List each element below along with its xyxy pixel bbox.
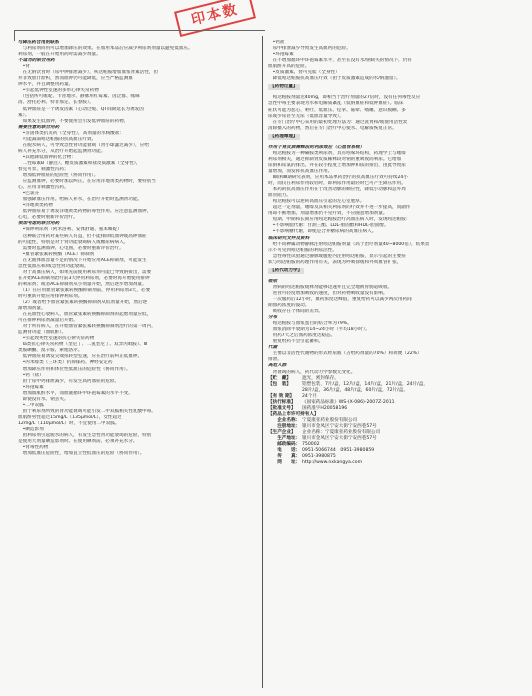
text-line: •非固体类抗炎药（全身性），高剂量的水杨酸盐： xyxy=(18,130,125,136)
text-line: •碘造影剂 xyxy=(18,427,44,432)
info-key: 传 真： xyxy=(268,454,301,460)
text-line: 病人补充水分，从治疗开始起监测肾功能。 xyxy=(18,148,106,154)
text-line: •钙盐 xyxy=(268,40,285,45)
text-line: 血肌酐升高的危险。 xyxy=(268,64,310,70)
text-line: •丙米嗪类（三环类）抗抑郁药、神经安定药 xyxy=(18,360,113,366)
text-line: 增加低钾血症的危险性（协同作用）。 xyxy=(18,173,99,179)
text-line: 尿钠和尿氯的排出，并在较小程度上增加钾和镁的排出，由此导致尿 xyxy=(268,162,406,168)
text-line: 时，而仅在利尿作用较轻时，即利尿作用最轻时已可产生降压作用。 xyxy=(268,181,406,187)
subheading: 须加考虑的联合用药 xyxy=(18,221,60,227)
text-line: 肾病的吲达帕胺缓释剂能够迅速并且完全地被胃肠道吸收。 xyxy=(268,284,393,290)
text-line: 在不增加循环中环孢霉素水平，甚至在没有水/钠缺失的情况下，仍有 xyxy=(268,58,412,64)
text-line: 吲达帕胺剂量达40mg，即相当于治疗剂量的27倍时，没有任何毒性反应 xyxy=(268,95,421,101)
text-line: •肾毒性药物 xyxy=(18,445,49,451)
text-line: 排泄。 xyxy=(268,357,282,363)
text-line: •肾 xyxy=(18,64,30,70)
text-line: •巴氯芬 xyxy=(18,191,40,197)
text-line: 一次服药后12小时，血药浓度达峰值，重复给药可以减少两次用药间 xyxy=(268,296,412,302)
text-line: 清、舒托必利、特非那定、长春胺）。 xyxy=(18,100,94,106)
text-line: 由于尿中钙排泄减少，有发生高钙血症的危险。 xyxy=(18,378,120,384)
product-info-list xyxy=(268,376,516,467)
text-line: 在充血性心衰病人，血管紧张素转换酶抑制剂的起始剂量应低， xyxy=(18,312,152,318)
info-key: 企业名称： xyxy=(268,417,301,423)
info-key: 【生产企业】 xyxy=(268,430,296,435)
info-key: 电 话： xyxy=(268,448,301,454)
text-line: 利尿剂相关，通过抑制肾皮质稀释段对钠的重吸收而利尿。它增加 xyxy=(268,156,402,162)
info-value: 企业名称：宁夏康亚药业股份有限公司 xyxy=(302,430,381,435)
subheading: 与降压药合用的联系 xyxy=(18,40,60,45)
text-line: 对于高血压病人，如果先前使用利尿剂可能已导致钠排出，需要 xyxy=(18,269,152,275)
text-line: 低钾血症易于诱发洋地黄类药物的毒性作用。应注意监测血钾， xyxy=(18,209,152,215)
text-line: •引起致死性室速的抗心律失常药物 xyxy=(18,336,95,342)
text-line: 与利尿剂同用可以增加降压的效果。在加用本品后应减少利尿剂剂量以避免低血压。 xyxy=(18,46,193,52)
info-key: 生产地址： xyxy=(268,436,301,442)
text-line: 肾衰竭的病人，药代动力学参数无变化。 xyxy=(268,369,356,375)
column-divider xyxy=(262,36,263,688)
text-line: 主要以非活性代谢物的形式经尿液（占给药剂量的70%）和粪便（22%） xyxy=(268,351,422,357)
text-line: 清除摄入的药物，然后在专门治疗中心使水、电解质恢复正常。 xyxy=(268,125,397,131)
info-key: 【有 效 期】 xyxy=(268,393,295,399)
text-line: 急性中毒主要表现为水和电解质紊乱（低钠血症和低钾血症）。临床 xyxy=(268,101,404,107)
text-line: 的可能性，特别是对于肾功能衰竭病人或糖尿病病人。 xyxy=(18,239,129,245)
text-line: 在无液体血容量不足的情况下开始应用ACE抑制剂，可能发生 xyxy=(18,257,147,263)
text-line: 量增加，而发挥抗高血压作用。 xyxy=(268,168,333,174)
subheading: 分布 xyxy=(268,315,278,321)
info-value: 国药准字H20058196 xyxy=(302,405,348,411)
text-line: 心。应用非刺激性泻药。 xyxy=(18,185,69,191)
text-line: 是使用大剂量碘造影剂时。在使用碘剂前，必须补充水分。 xyxy=(18,439,138,445)
text-line: 示不可见到吲达帕胺的利尿活性。 xyxy=(268,247,337,253)
info-value: 24个月 xyxy=(302,393,318,399)
text-line: •保钾利尿剂（阿米洛利、安体舒通、氨苯蝶啶） xyxy=(18,227,122,233)
text-line: •不影响糖代谢，即使是合并糖尿病的高血压病人。 xyxy=(268,229,377,235)
text-line: 在无钠饮食时（尿中钾排泄减少），呋达帕胺增加血浆肾素活性，但 xyxy=(18,70,159,76)
text-line: •血管紧张素转换酶（ACE）抑制剂 xyxy=(18,251,95,257)
info-value: 28片/盒，36片/盒，48片/盒，60片/盒，72片/盒。 xyxy=(302,387,408,393)
text-line: 并非致胆汁淤积，然而血钾仍可能降低，应当严格监测血 xyxy=(18,76,133,82)
text-line: 增加降压作用和体位性低血压的危险性（协同作用）。 xyxy=(18,366,131,372)
text-line: 心电，必要时重新评价治疗。 xyxy=(18,215,78,221)
left-column xyxy=(18,40,260,457)
text-line: 在脱水病人，可导致急性肾功能衰竭（肾小球滤过减少），应给 xyxy=(18,142,149,148)
text-line: 重复给药不会引起蓄积。 xyxy=(268,339,324,345)
info-value: http://www.nxkangya.com xyxy=(302,460,363,466)
text-line: 12mg/L（110μmol/L）时，不宜使用二甲双胍。 xyxy=(18,420,120,426)
text-line: （包括所可哌啶、卡普地尔、静脉用红霉素、卤泛群、哌咪 xyxy=(18,94,140,100)
text-line: 血肌酐男性超过15mg/L（135μmol/L），女性超过 xyxy=(18,414,122,420)
info-value: 铝塑包装，7片/盒，12片/盒，14片/盒，21片/盒，24片/盒， xyxy=(302,381,428,387)
text-line: 超过一定剂量，噻嗪及其相关利尿剂的疗效并不进一步提高，而副作 xyxy=(268,205,411,211)
text-line: 对于所有病人，在开始血管紧张素转换酶抑制剂治疗的第一周内， xyxy=(18,324,156,330)
text-line: 可能减弱吲达帕胺的抗高血压疗效。 xyxy=(18,136,97,142)
info-key: 【执行标准】 xyxy=(268,399,296,405)
info-value: 750002 xyxy=(302,442,320,448)
text-line: 用却不断增加。剂量增加仍不见疗效，不应随意增加剂量。 xyxy=(268,211,388,217)
text-line: 增加血肌酐水平，而血液循环中环孢霉素的水平不变。 xyxy=(18,390,133,396)
text-line: 在开始ACE抑制剂治疗前3天停用利尿剂，必要时再开始使用排钾 xyxy=(18,275,150,281)
text-line: •洋地黄类药物 xyxy=(18,203,53,209)
text-line: 低钾血症是一个诱发因素（心动过缓、QT间期延长为诱发因 xyxy=(18,106,144,112)
subheading: 作用于肾皮质稀释段的利尿效应（心血管系统） xyxy=(268,144,365,150)
text-line: 增加低血压危险性，增加直立性低血压的危险（协同作用）。 xyxy=(18,451,145,457)
text-line: •不影响脂代谢：甘油三酯、LDL-胆固醇和HDL-胆固醇。 xyxy=(268,223,389,229)
text-line: 的利尿剂；或者ACE抑制剂从小剂量开始，然后逐步增加剂量。 xyxy=(18,281,147,287)
info-value: 遮光，密封保存。 xyxy=(302,375,339,381)
text-line: 时可重新开始应用排钾利尿剂。 xyxy=(18,293,83,299)
text-line: 利尿剂，一般在开始用药时需减少剂量。 xyxy=(18,52,101,58)
info-key: 注册地址： xyxy=(268,423,301,429)
text-line: 二性霉素B（静注）、糖皮质激素和盐皮质激素（全身性）， xyxy=(18,160,141,166)
subheading: 高危人群 xyxy=(268,363,287,369)
text-line: （1）在应用血管紧张素转换酶抑制剂前，停用利尿剂3天，必要 xyxy=(18,287,151,293)
text-line: 血浆消除半衰期为14~24小时（平均18小时）。 xyxy=(268,327,370,333)
text-line: 低钾血症易诱发尖端扭转型室速，应在治疗前纠正低血钾。 xyxy=(18,354,143,360)
text-line: 血管阻力。 xyxy=(268,193,291,199)
info-key: 【包 装】 xyxy=(268,381,291,387)
text-line: 在专门治疗中心采用的最初处理方法为：通过洗胃和/或使用活性炭 xyxy=(268,119,408,125)
text-line: 如果发生低血钾，不要使用会引发低钾血症的药物。 xyxy=(18,118,129,124)
section-heading: 【药物过量】 xyxy=(270,84,298,90)
info-key: 网 址： xyxy=(268,460,301,466)
text-line: 类胺碘酮、溴苄胺、索他洛尔。 xyxy=(18,348,83,354)
text-line: 降低吲达帕胺抗高血压疗效（由于皮质激素造成的水/钠潴留）。 xyxy=(268,76,401,82)
subheading: 需要注意的联合用药 xyxy=(18,124,60,130)
text-line: •其他降低血钾的化合物： xyxy=(18,154,76,160)
text-line: Ⅰa类抗心律失常药物（奎尼丁、二氢奎尼丁、双异丙吡胺）、Ⅲ xyxy=(18,342,148,348)
subheading: 临床研究文件及资料 xyxy=(268,235,310,241)
text-line: 应监测血钾，必要时加以纠正。在应用洋地黄类药物时，要特别当 xyxy=(18,179,156,185)
text-line: 本药的抗高血压作用在于改善动脉的顺应性，降低小动脉和总外周 xyxy=(268,187,406,193)
red-stamp: 印本数 xyxy=(174,0,256,37)
right-column xyxy=(268,40,516,466)
info-value: 银川市金凤区宁安大街宁安西巷57号 xyxy=(302,436,377,442)
text-line: 短期、中期和长期应用吲达帕胺治疗高血压病人时，发现吲达帕胺： xyxy=(268,217,411,223)
text-line: 监测肾功能（血肌酐）。 xyxy=(18,330,67,336)
text-line: 期血药浓度的波动。 xyxy=(268,303,310,309)
text-line: 症状可能为恶心、呕吐、低血压、痉挛、眩晕、嗜睡、意识模糊、多 xyxy=(268,107,406,113)
subheading: 不适当的联合用药 xyxy=(18,58,55,64)
text-line: 替克可泵、刺激性泻药； xyxy=(18,166,69,172)
info-value: 0951-5066744 0951-3980859 xyxy=(302,448,375,454)
text-line: •二甲双胍 xyxy=(18,402,44,408)
text-line: 素）。 xyxy=(18,112,30,118)
section-heading: 【药理毒理】 xyxy=(270,133,298,139)
info-value: 0951-3980875 xyxy=(302,454,336,460)
text-line: 需要时监测血钾、心电图，必要时重新评价治疗。 xyxy=(18,245,124,251)
section-heading: 【药代动力学】 xyxy=(270,267,303,273)
info-key: 邮政编码： xyxy=(268,442,301,448)
text-line: 尿中排泄减少导致发生高血钙的危险。 xyxy=(268,46,351,52)
text-line: •引起低钾性室速的多形心律失常药物 xyxy=(18,88,99,94)
info-row xyxy=(268,460,516,466)
text-line: （2）或者给予血管紧张素转换酶抑制剂从低剂量开始，然后逐 xyxy=(18,300,148,306)
text-line: 渐增加剂量。 xyxy=(18,306,46,312)
info-key: 【批准文号】 xyxy=(268,405,296,411)
text-line: 进食可轻度增加吸收的速度，但对药物吸收量没有影响。 xyxy=(268,290,388,296)
text-line: 由于利尿剂所致的肾功能衰竭可能引发二甲双胍相关性乳酸中毒。 xyxy=(18,408,156,414)
text-line: •环孢霉素 xyxy=(18,384,44,390)
info-key: 【药品上市许可持有人】 xyxy=(268,411,319,417)
info-value: 银川市金凤区宁安大街宁安西巷57号 xyxy=(302,423,377,429)
text-line: 吲达帕胺可以逆转高血压引起的左心室肥厚。 xyxy=(268,199,365,205)
text-line: 由利尿剂引起脱水的病人，有发生急性肾功能衰竭的危险，特别 xyxy=(18,433,152,439)
text-line: 急性毒性试验通过静脉或腹腔内注射吲达帕胺，显示引起的主要症 xyxy=(268,253,406,259)
info-value: 宁夏康亚药业股份有限公司 xyxy=(302,417,358,423)
right-column-text xyxy=(268,40,516,376)
text-line: 加强降血压作用。给病人补水，在治疗开始时监测肾功能。 xyxy=(18,197,143,203)
text-line: Ⅱ期和Ⅲ期研究表明，应用本品单药治疗的抗高血压疗效可持续24小 xyxy=(268,175,408,181)
text-line: 吲达帕胺为一种磺胺类利尿剂，具有吲哚环结构，药理学上与噻嗪 xyxy=(268,150,406,156)
text-line: 即使没有水、钠丢失。 xyxy=(18,396,69,402)
text-line: 可在排钾利尿剂减量后开始。 xyxy=(18,318,78,324)
text-line: 吲达帕胺与血浆蛋白的结合率为79%。 xyxy=(268,321,352,327)
text-line: 用药7天之后血药浓度达稳态。 xyxy=(268,333,336,339)
text-line: •环孢霉素 xyxy=(268,52,294,58)
text-line: 状与吲达帕胺的药理作用有关，表现为呼吸徐缓和外周血管扩张。 xyxy=(268,259,402,265)
text-line: 吸收存在个体间的差异。 xyxy=(268,309,324,315)
text-line: 急性低血压和/或急性肾功能衰竭。 xyxy=(18,263,89,269)
text-line: 给不同种属动物静脉注射吲达帕胺剂量（高于治疗剂量40~8000倍），结果显 xyxy=(268,241,430,247)
text-line: 这种联合用药对某些病人有益，但不能排除低血钾或高钾血症 xyxy=(18,233,147,239)
subheading: 吸收 xyxy=(268,278,278,284)
info-key: 【贮 藏】 xyxy=(268,375,291,381)
text-line: •皮质激素、替可克肽（全身性） xyxy=(268,70,340,76)
text-line: •钙（盐） xyxy=(18,372,44,378)
subheading: 代谢 xyxy=(268,345,278,351)
info-value: 《国家药品标准》WS-(X-086)-2007Z-2011 xyxy=(302,399,395,405)
text-line: 尿或少尿甚至无尿（低血容量导致）。 xyxy=(268,113,344,119)
text-line: 钾水平，并且调整用药量。 xyxy=(18,82,74,88)
